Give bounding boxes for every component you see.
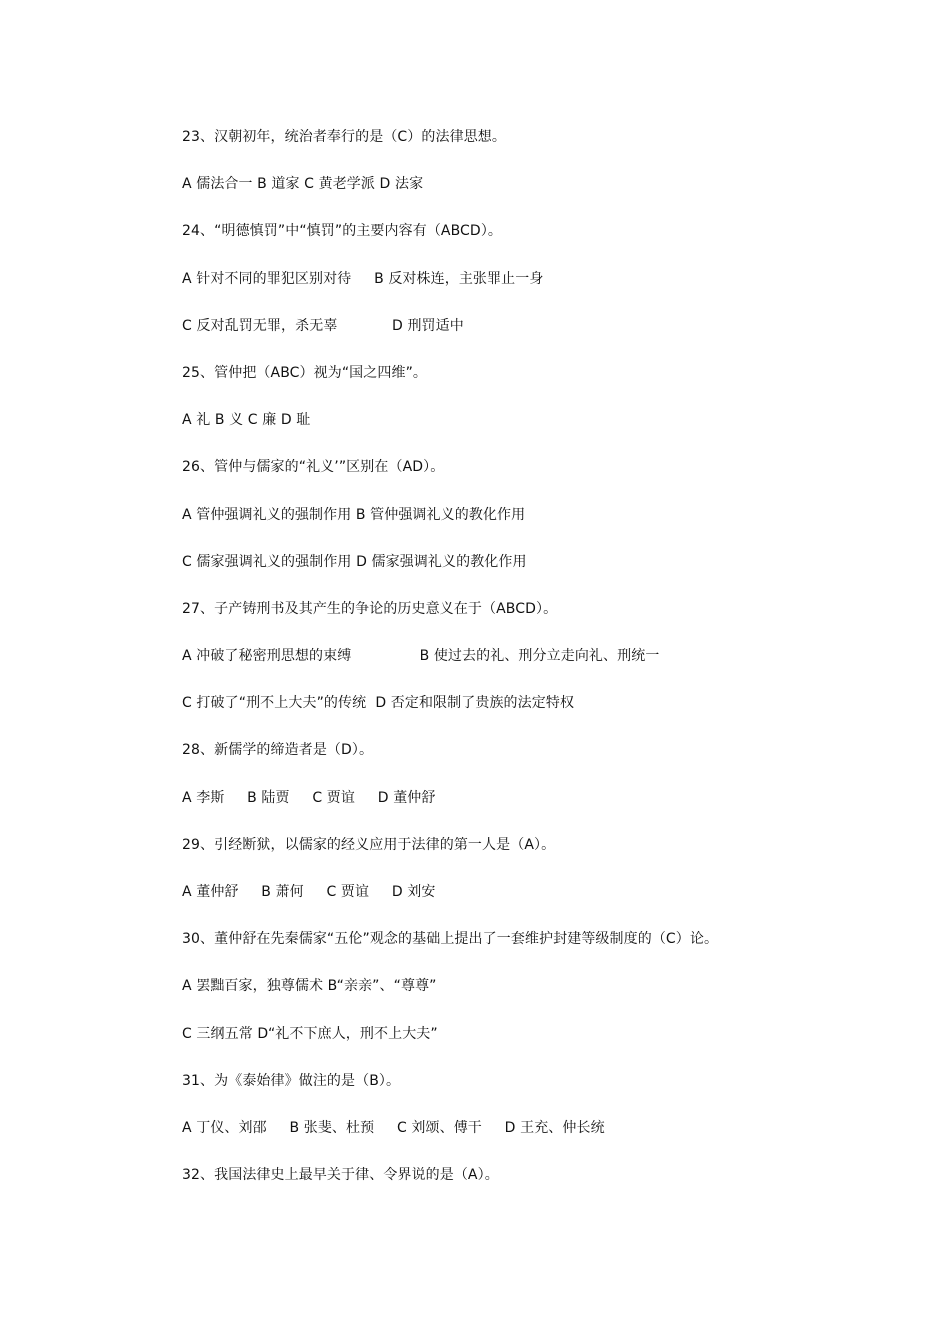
options-27-ab: A 冲破了秘密刑思想的束缚 B 使过去的礼、刑分立走向礼、刑统一 [182, 648, 660, 665]
question-30: 30、董仲舒在先秦儒家“五伦”观念的基础上提出了一套维护封建等级制度的（C）论。 [182, 931, 719, 948]
options-25: A 礼 B 义 C 廉 D 耻 [182, 412, 311, 429]
options-30-ab: A 罢黜百家，独尊儒术 B“亲亲”、“尊尊” [182, 978, 437, 995]
question-32: 32、我国法律史上最早关于律、令界说的是（A）。 [182, 1167, 499, 1184]
question-29: 29、引经断狱，以儒家的经义应用于法律的第一人是（A）。 [182, 836, 556, 853]
options-24-cd: C 反对乱罚无罪，杀无辜 D 刑罚适中 [182, 317, 464, 334]
question-23: 23、汉朝初年，统治者奉行的是（C）的法律思想。 [182, 129, 506, 145]
options-31: A 丁仪、刘邵 B 张斐、杜预 C 刘颂、傅干 D 王充、仲长统 [182, 1119, 605, 1136]
question-27: 27、子产铸刑书及其产生的争论的历史意义在于（ABCD）。 [182, 600, 558, 617]
options-24-ab: A 针对不同的罪犯区别对待 B 反对株连，主张罪止一身 [182, 270, 544, 287]
document-body [182, 125, 922, 1210]
options-29: A 董仲舒 B 萧何 C 贾谊 D 刘安 [182, 884, 436, 900]
options-27-cd: C 打破了“刑不上大夫”的传统 D 否定和限制了贵族的法定特权 [182, 695, 575, 712]
options-26-ab: A 管仲强调礼义的强制作用 B 管仲强调礼义的教化作用 [182, 506, 526, 523]
question-25: 25、管仲把（ABC）视为“国之四维”。 [182, 364, 428, 381]
options-26-cd: C 儒家强调礼义的强制作用 D 儒家强调礼义的教化作用 [182, 553, 527, 570]
options-28: A 李斯 B 陆贾 C 贾谊 D 董仲舒 [182, 789, 436, 806]
options-23: A 儒法合一 B 道家 C 黄老学派 D 法家 [182, 176, 424, 193]
question-24: 24、“明德慎罚”中“慎罚”的主要内容有（ABCD）。 [182, 223, 503, 240]
question-28: 28、新儒学的缔造者是（D）。 [182, 742, 374, 759]
question-26: 26、管仲与儒家的“礼义’”区别在（AD）。 [182, 459, 445, 476]
options-30-cd: C 三纲五常 D“礼不下庶人，刑不上大夫” [182, 1025, 438, 1042]
question-31: 31、为《泰始律》做注的是（B）。 [182, 1072, 401, 1089]
